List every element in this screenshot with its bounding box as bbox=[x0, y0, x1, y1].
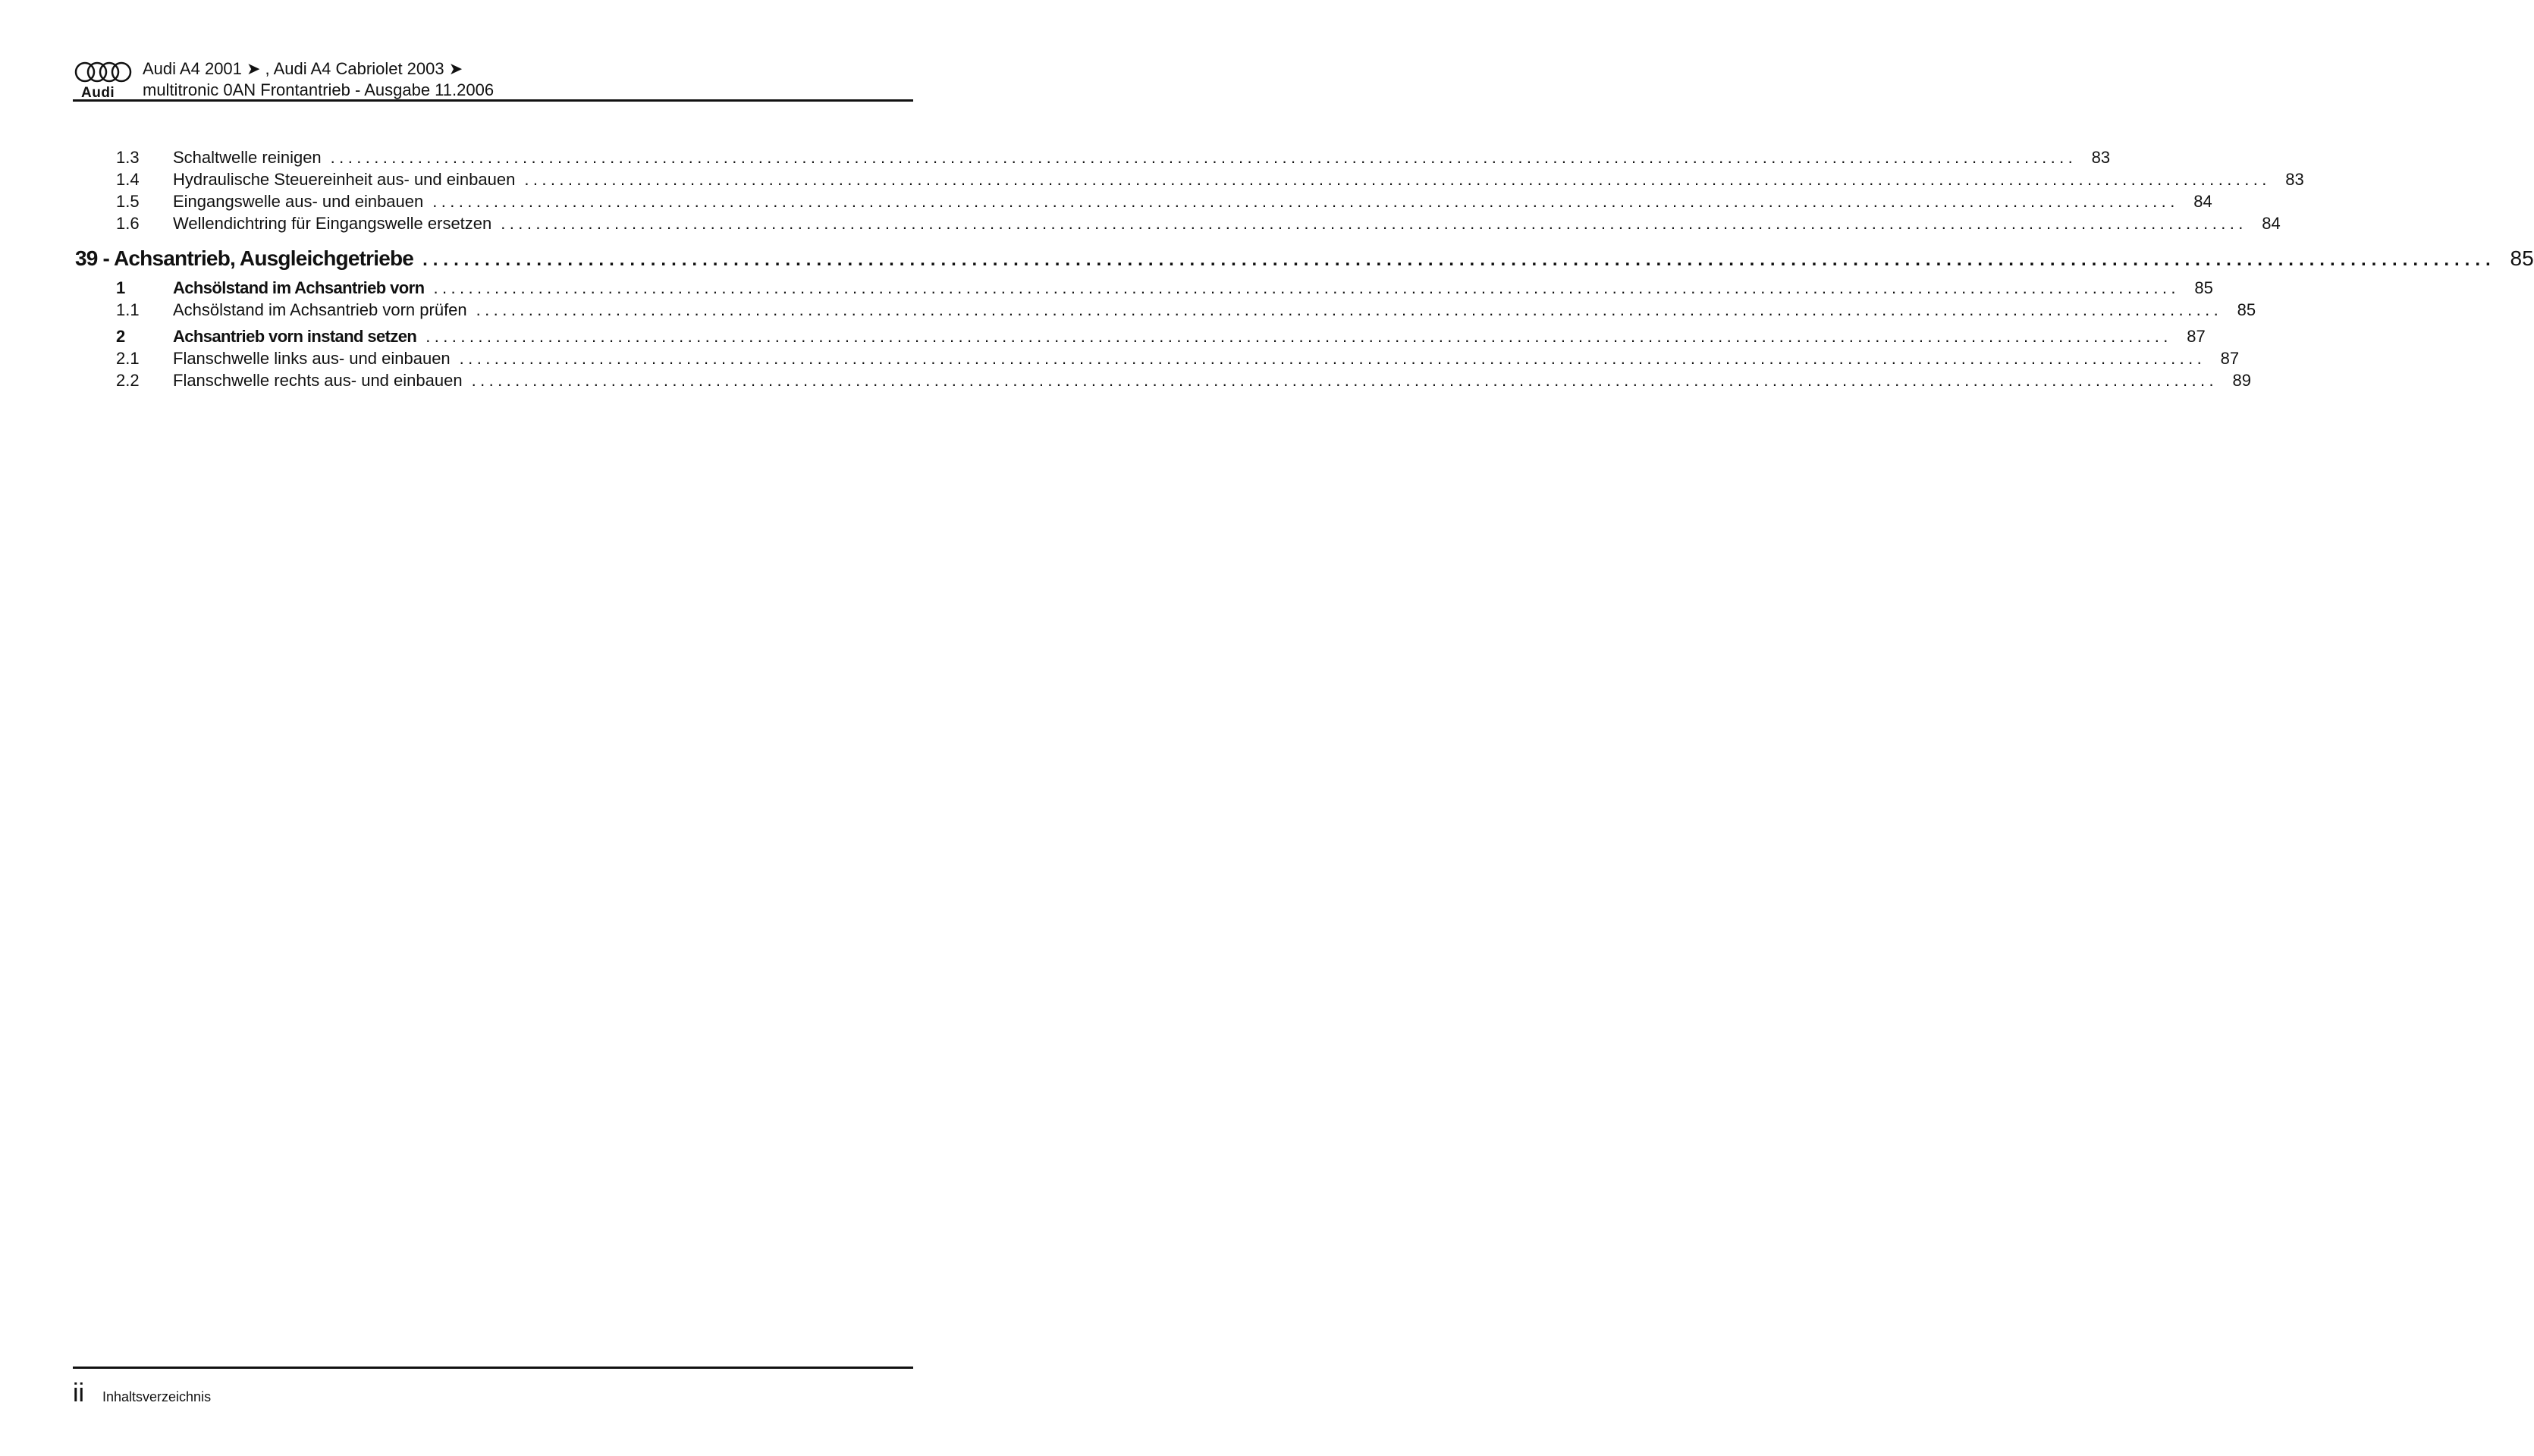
audi-rings-icon bbox=[74, 61, 133, 83]
toc-entry-number: 1.1 bbox=[116, 300, 140, 319]
toc-dot-leader: ........................................................................................................................................................................................................ bbox=[425, 327, 2172, 346]
toc-dot-leader: ........................................................................................................................................................................................................ bbox=[422, 249, 2496, 270]
toc-dot-leader: ........................................................................................................................................................................................................ bbox=[459, 349, 2206, 368]
header-divider bbox=[73, 99, 913, 102]
toc-entry[interactable] bbox=[116, 148, 2111, 168]
toc-entry-title: Achsölstand im Achsantrieb vorn bbox=[173, 278, 425, 297]
header-title: Audi A4 2001 ➤ , Audi A4 Cabriolet 2003 ➤ bbox=[143, 59, 463, 78]
toc-entry-title: Flanschwelle links aus- und einbauen bbox=[173, 349, 451, 368]
toc-dot-leader: ........................................................................................................................................................................................................ bbox=[471, 371, 2218, 390]
toc-entry-number: 2.1 bbox=[116, 349, 140, 368]
toc-entry-page: 85 bbox=[2237, 300, 2256, 319]
toc-entry-title: Flanschwelle rechts aus- und einbauen bbox=[173, 371, 463, 390]
toc-dot-leader: ........................................................................................................................................................................................................ bbox=[476, 300, 2223, 319]
toc-entry-number: 1 bbox=[116, 278, 125, 297]
toc-entry-page: 84 bbox=[2262, 214, 2281, 233]
toc-entry-title: Hydraulische Steuereinheit aus- und einbauen bbox=[173, 170, 516, 189]
toc-entry-number: 1.4 bbox=[116, 170, 140, 189]
toc-entry-number: 1.5 bbox=[116, 192, 140, 211]
toc-entry[interactable] bbox=[116, 327, 2206, 347]
toc-dot-leader: ........................................................................................................................................................................................................ bbox=[330, 148, 2077, 167]
toc-entry[interactable] bbox=[75, 246, 2534, 272]
toc-entry-page: 85 bbox=[2510, 246, 2534, 270]
toc-dot-leader: ........................................................................................................................................................................................................ bbox=[524, 170, 2271, 189]
toc-entry-page: 85 bbox=[2194, 278, 2213, 297]
toc-entry[interactable] bbox=[116, 214, 2281, 234]
toc-entry-page: 87 bbox=[2220, 349, 2240, 368]
toc-entry-page: 83 bbox=[2091, 148, 2111, 167]
header-subtitle: multitronic 0AN Frontantrieb - Ausgabe 11.2006 bbox=[143, 80, 495, 99]
toc-entry-title: Achsantrieb vorn instand setzen bbox=[173, 327, 417, 346]
footer-page-number: ii bbox=[73, 1379, 85, 1407]
toc-entry[interactable] bbox=[116, 192, 2212, 212]
toc-entry[interactable] bbox=[116, 371, 2252, 391]
toc-entry-page: 83 bbox=[2285, 170, 2304, 189]
toc-entry-page: 84 bbox=[2193, 192, 2212, 211]
toc-entry-page: 89 bbox=[2232, 371, 2252, 390]
toc-entry[interactable] bbox=[116, 170, 2304, 190]
toc-entry-title: Achsölstand im Achsantrieb vorn prüfen bbox=[173, 300, 467, 319]
footer-divider bbox=[73, 1367, 913, 1369]
toc-entry-title: Eingangswelle aus- und einbauen bbox=[173, 192, 424, 211]
audi-logo bbox=[74, 61, 134, 100]
toc-entry-number: 1.6 bbox=[116, 214, 140, 233]
toc-dot-leader: ........................................................................................................................................................................................................ bbox=[432, 192, 2179, 211]
toc-entry[interactable] bbox=[116, 300, 2256, 320]
toc-entry-title: Wellendichtring für Eingangswelle ersetzen bbox=[173, 214, 492, 233]
toc-entry-title: 39 - Achsantrieb, Ausgleichgetriebe bbox=[75, 246, 414, 270]
toc-entry-page: 87 bbox=[2187, 327, 2206, 346]
toc-entry[interactable] bbox=[116, 349, 2240, 369]
footer-section-title: Inhaltsverzeichnis bbox=[102, 1389, 212, 1404]
toc-entry-number: 2.2 bbox=[116, 371, 140, 390]
toc-dot-leader: ........................................................................................................................................................................................................ bbox=[501, 214, 2247, 233]
toc-dot-leader: ........................................................................................................................................................................................................ bbox=[433, 278, 2180, 297]
toc-entry-number: 2 bbox=[116, 327, 125, 346]
toc-entry[interactable] bbox=[116, 278, 2213, 298]
audi-logo-text: Audi bbox=[81, 85, 115, 101]
toc-entry-title: Schaltwelle reinigen bbox=[173, 148, 322, 167]
toc-entry-number: 1.3 bbox=[116, 148, 140, 167]
